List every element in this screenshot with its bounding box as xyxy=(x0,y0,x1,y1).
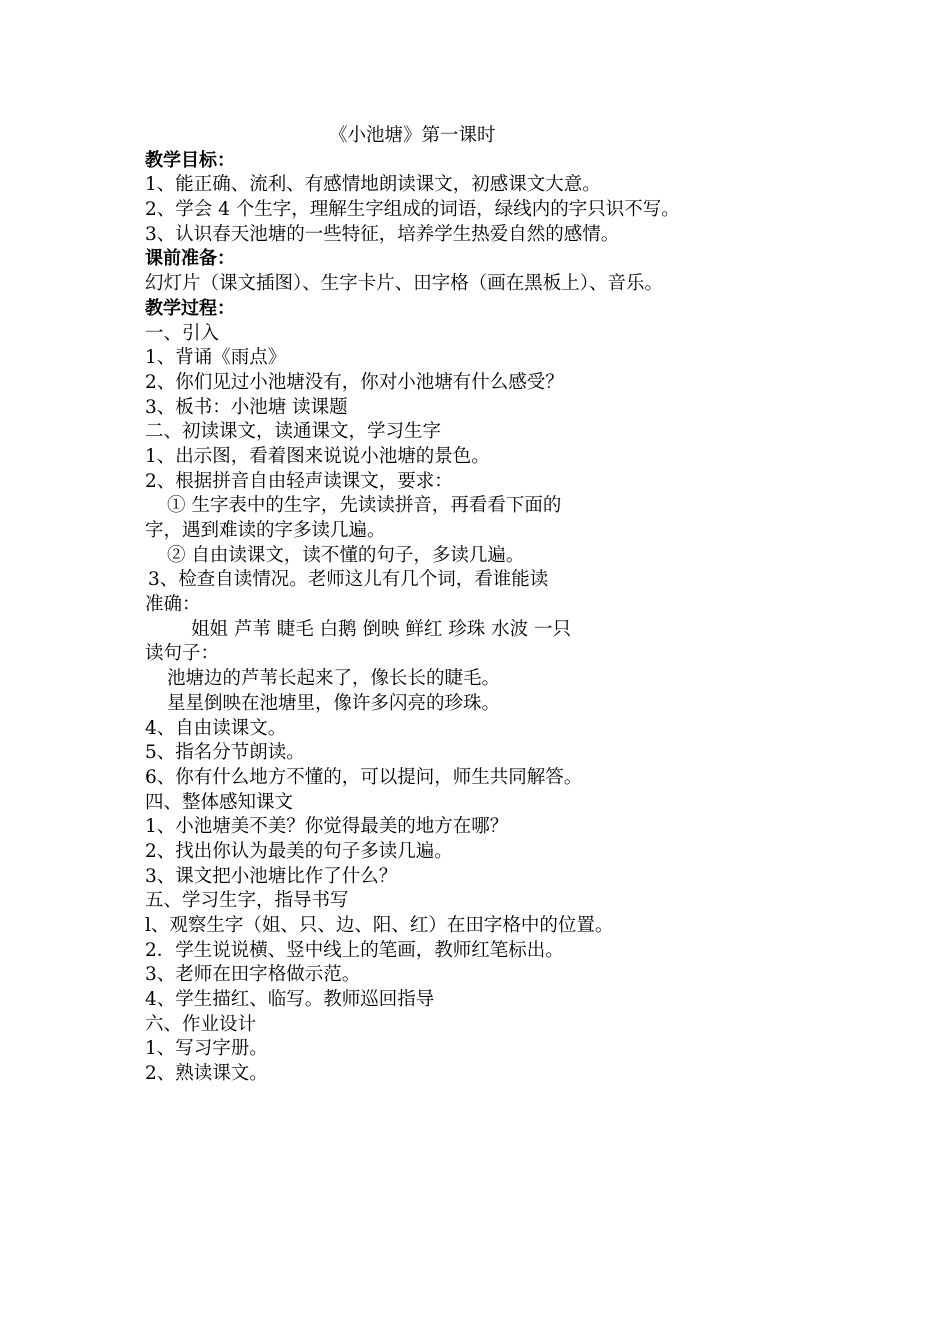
requirement-item: ② 自由读课文，读不懂的句子，多读几遍。 xyxy=(167,544,525,566)
process-heading: 教学过程： xyxy=(145,297,235,319)
list-item: 4、自由读课文。 xyxy=(145,717,287,739)
section-title: 二、初读课文，读通课文，学习生字 xyxy=(145,421,442,443)
list-item: 2、熟读课文。 xyxy=(145,1063,268,1085)
objective-item: 3、认识春天池塘的一些特征，培养学生热爱自然的感情。 xyxy=(145,223,620,245)
prep-text: 幻灯片（课文插图）、生字卡片、田字格（画在黑板上）、音乐。 xyxy=(145,273,664,295)
list-item: 5、指名分节朗读。 xyxy=(145,742,305,764)
list-item: 3、老师在田字格做示范。 xyxy=(145,964,361,986)
list-item: 1、写习字册。 xyxy=(145,1038,268,1060)
list-item: 2、找出你认为最美的句子多读几遍。 xyxy=(145,840,453,862)
list-item: 3、板书：小池塘 读课题 xyxy=(145,396,348,418)
list-item: 6、你有什么地方不懂的，可以提问，师生共同解答。 xyxy=(145,766,583,788)
requirement-item: ① 生字表中的生字，先读读拼音，再看看下面的 xyxy=(167,495,562,517)
list-item: 2、你们见过小池塘没有，你对小池塘有什么感受？ xyxy=(145,371,564,393)
list-item: 3、课文把小池塘比作了什么？ xyxy=(145,865,398,887)
section-title: 五、学习生字，指导书写 xyxy=(145,890,349,912)
section-title: 四、整体感知课文 xyxy=(145,791,294,813)
objective-item: 2、学会 4 个生字，理解生字组成的词语，绿线内的字只识不写。 xyxy=(145,199,680,221)
objective-item: 1、能正确、流利、有感情地朗读课文，初感课文大意。 xyxy=(145,174,601,196)
read-sentences-label: 读句子： xyxy=(145,643,220,665)
example-sentence: 星星倒映在池塘里，像许多闪亮的珍珠。 xyxy=(167,692,501,714)
list-item: 3、检查自读情况。老师这儿有几个词，看谁能读 xyxy=(148,569,549,591)
requirement-item-continued: 字，遇到难读的字多读几遍。 xyxy=(145,520,386,541)
list-item: 1、出示图，看着图来说说小池塘的景色。 xyxy=(145,445,490,467)
list-item: 1、背诵《雨点》 xyxy=(145,347,287,369)
document-body xyxy=(145,124,805,1087)
list-item: 2．学生说说横、竖中线上的笔画，教师红笔标出。 xyxy=(145,939,564,961)
list-item-continued: 准确： xyxy=(145,594,201,616)
document-title: 《小池塘》第一课时 xyxy=(329,125,496,146)
list-item: l、观察生字（姐、只、边、阳、红）在田字格中的位置。 xyxy=(145,915,614,936)
list-item: 2、根据拼音自由轻声读课文，要求： xyxy=(145,470,453,492)
list-item: 4、学生描红、临写。教师巡回指导 xyxy=(145,989,435,1011)
prep-heading: 课前准备： xyxy=(145,248,235,270)
example-sentence: 池塘边的芦苇长起来了，像长长的睫毛。 xyxy=(167,668,501,690)
word-list: 姐姐 芦苇 睫毛 白鹅 倒映 鲜红 珍珠 水波 一只 xyxy=(191,618,572,640)
list-item: 1、小池塘美不美？你觉得最美的地方在哪？ xyxy=(145,816,509,838)
section-title: 六、作业设计 xyxy=(145,1013,257,1035)
section-title: 一、引入 xyxy=(145,322,220,344)
objectives-heading: 教学目标： xyxy=(145,149,235,171)
